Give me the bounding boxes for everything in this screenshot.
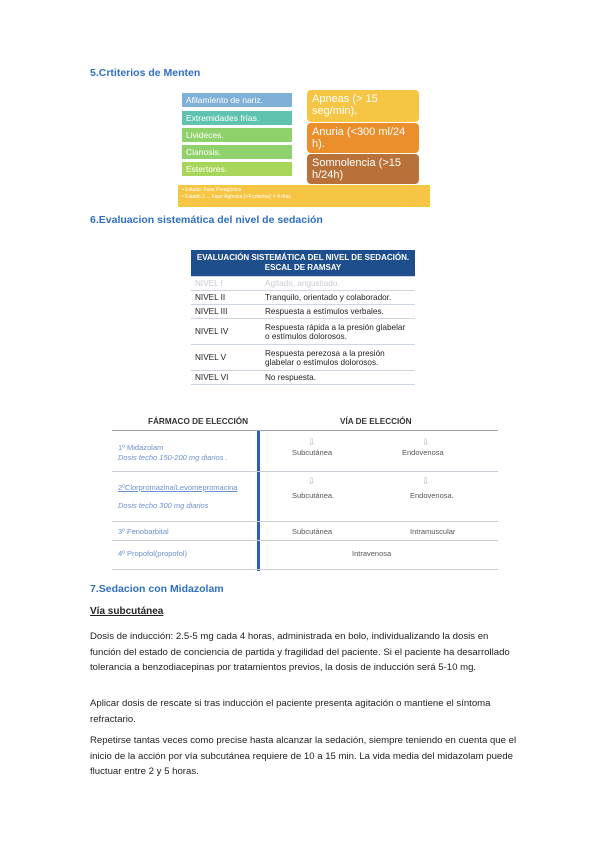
route-endovenosa: Endovenosa [402, 448, 444, 457]
divider [112, 521, 498, 522]
ramsay-desc: Respuesta a estímulos verbales. [261, 305, 415, 319]
menten-footnote-line-2: • Estado 2 ... Fase Agónica (>4 criterios) = 4 días [182, 194, 291, 200]
menten-item-1: Afilamiento de nariz. [182, 93, 292, 107]
ramsay-header-line-2: ESCAL DE RAMSAY [264, 263, 342, 272]
ramsay-level: NIVEL III [191, 305, 261, 319]
ramsay-level: NIVEL I [191, 277, 261, 291]
route-endovenosa: Endovenosa. [410, 491, 454, 500]
subtitle-via-subcutanea: Vía subcutánea [90, 606, 164, 617]
route-subcutanea: Subcutánea [292, 448, 333, 457]
menten-apneas: Apneas (> 15 seg/min). [307, 90, 419, 122]
down-arrow-icon: ⇩ [422, 437, 430, 447]
route-subcutanea: Subcutánea [292, 527, 333, 536]
ramsay-level: NIVEL II [191, 291, 261, 305]
drug-midazolam: 1º Midazolam [118, 443, 164, 452]
paragraph-rescue-dose: Aplicar dosis de rescate si tras inducción el paciente presenta agitación o mantiene el síntoma refractario. [90, 698, 491, 725]
menten-footnote [178, 185, 430, 207]
ramsay-level: NIVEL V [191, 345, 261, 371]
drug-fenobarbital: 3º Fenobarbital [118, 527, 169, 536]
divider [112, 569, 498, 570]
drug-column-header: FÁRMACO DE ELECCIÓN [148, 417, 249, 426]
drug-route-table [112, 413, 498, 571]
route-column-header: VÍA DE ELECCIÓN [340, 417, 412, 426]
divider [112, 540, 498, 541]
drug-clorpromazina: 2ºClorpromazina/Levomepromacina [118, 483, 238, 492]
menten-item-4: Cianosis. [182, 145, 292, 159]
route-subcutanea: Subcutánea. [292, 491, 335, 500]
section-title-menten: 5.Crtiterios de Menten [90, 67, 201, 79]
drug-midazolam-dose: Dosis techo 150-200 mg diarios . [118, 453, 228, 462]
down-arrow-icon: ⇩ [422, 476, 430, 486]
drug-clorpromazina-dose: Dosis techo 300 mg diarios [118, 501, 209, 510]
drug-propofol: 4º Propofol(propofol) [118, 549, 188, 558]
ramsay-level: NIVEL VI [191, 371, 261, 385]
ramsay-header-line-1: EVALUACIÓN SISTEMÁTICA DEL NIVEL DE SEDACIÓN. [196, 253, 410, 262]
divider [112, 430, 498, 431]
ramsay-desc: Agitado, angustiado. [261, 277, 415, 291]
ramsay-desc: Tranquilo, orientado y colaborador. [261, 291, 415, 305]
divider [112, 471, 498, 472]
ramsay-desc: Respuesta perezosa a la presión glabelar o estímulos dolorosos. [261, 345, 415, 371]
section-title-ramsay: 6.Evaluacion sistemática del nivel de sedación [90, 214, 323, 226]
ramsay-desc: Respuesta rápida a la presión glabelar o estímulos dolorosos. [261, 319, 415, 345]
down-arrow-icon: ⇩ [308, 437, 316, 447]
menten-item-2: Extremidades frías. [182, 111, 292, 125]
menten-anuria: Anuria (<300 ml/24 h). [307, 123, 419, 153]
ramsay-desc: No respuesta. [261, 371, 415, 385]
route-intravenosa: Intravenosa [352, 549, 392, 558]
ramsay-level: NIVEL IV [191, 319, 261, 345]
section-title-midazolam: 7.Sedacion con Midazolam [90, 583, 224, 595]
menten-footnote-line-1: • Estado: Fase Preagónica [182, 187, 242, 193]
ramsay-table [191, 250, 415, 385]
menten-diagram [178, 88, 430, 208]
route-intramuscular: Intramuscular [410, 527, 456, 536]
menten-item-3: Livideces. [182, 128, 292, 142]
ramsay-header [191, 250, 415, 277]
paragraph-induction-dose: Dosis de inducción: 2.5-5 mg cada 4 horas, administrada en bolo, individualizando la dosis en función del estado de conciencia de partida y fragilidad del paciente. Si el paciente ha desarrollado tolerancia a benzodiacepinas por tratamientos previos, la dosis de inducción será 5-10 mg. [90, 631, 510, 673]
menten-somnolencia: Somnolencia (>15 h/24h) [307, 154, 419, 184]
paragraph-repeat-dose: Repetirse tantas veces como precise hasta alcanzar la sedación, siempre teniendo en cuenta que el inicio de la acción por vía subcutánea requiere de 10 a 15 min. La vida media del midazolam puede fluctuar entre 2 y 5 horas. [90, 735, 517, 777]
down-arrow-icon: ⇩ [308, 476, 316, 486]
divider [257, 431, 260, 571]
menten-item-5: Estertores. [182, 162, 292, 176]
